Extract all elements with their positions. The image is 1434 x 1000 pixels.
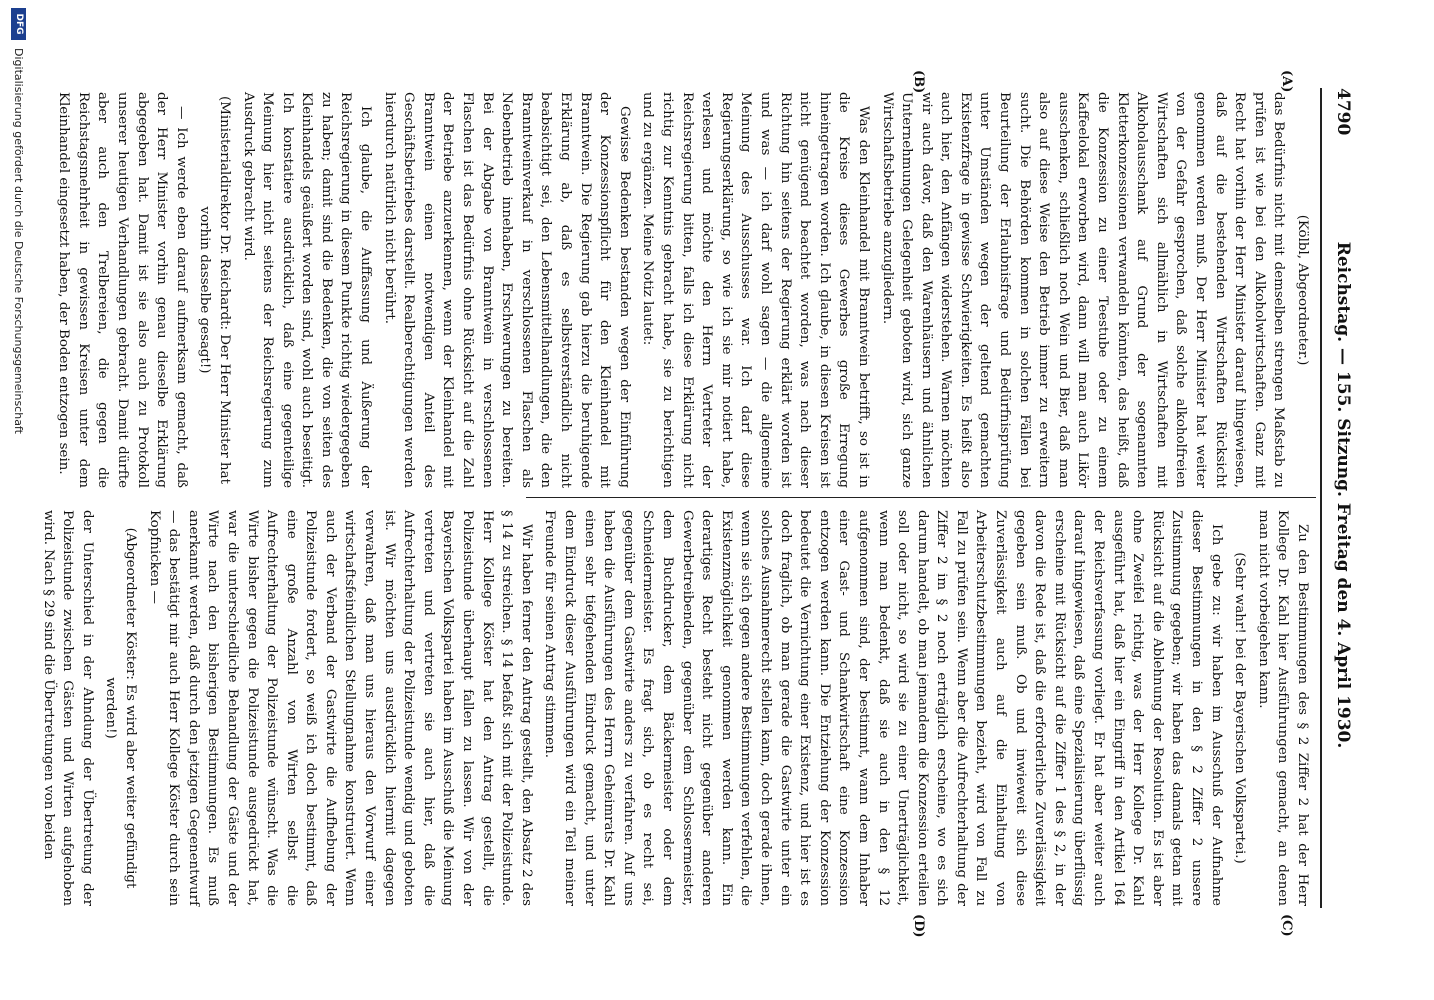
page-header bbox=[1328, 80, 1356, 910]
interjection: (Abgeordneter Köster: Es wird aber weiter gefündigt werden!) bbox=[103, 527, 138, 889]
margin-mark-a: (A) bbox=[1279, 70, 1294, 93]
paragraph: Was den Kleinhandel mit Branntwein betrifft, so ist in die Kreise dieses Gewerbes große Erregung hineingetragen worden. Ich glaube, in diesen Kreisen ist nicht genügend beachtet worden, was nach dieser Richtung hin seitens der Regierung erklärt worden ist und was — ich darf wohl sagen — die allgemeine Meinung des Ausschusses war. Ich darf diese Regierungserklärung, so wie ich sie mir notiert habe, verlesen und möchte den Herrn Vertreter der Reichsregierung bitten, falls ich diese Erklärung nicht richtig zur Kenntnis gebracht habe, sie zu berichtigen und zu ergänzen. Meine Notiz lautet: bbox=[640, 92, 871, 488]
paragraph: Wir haben ferner den Antrag gestellt, den Absatz 2 des § 14 zu streichen. § 14 befaßt sich mit der Polizeistunde. Herr Kollege Köster hat den Antrag gestellt, die Polizeistunde überhaupt fallen zu lassen. Wir von der Bayerischen Volkspartei haben im Ausschuß die Meinung vertreten und vertreten sie auch hier, daß die Aufrechterhaltung der Polizeistunde wendig und geboten ist. Wir möchten uns ausdrücklich hiermit dagegen verwahren, daß man uns hieraus den Vorwurf einer wirtschaftsfeindlichen Stellungnahme konstruiert. Wenn auch der Verband der Gastwirte die Aufhebung der Polizeistunde fordert, so weiß ich doch bestimmt, daß eine große Anzahl von Wirten selbst die Aufrechterhaltung der Polizeistunde wünscht. Was die Wirte bisher gegen die Polizeistunde ausgedrückt hat, war die unterschiedliche Behandlung der Gäste und der Wirte nach den bisherigen Bestimmungen. Es muß anerkannt werden, daß durch den jetzigen Gegenentwurf — das bestätigt mir auch Herr Kollege Köster durch sein Kopfnicken — bbox=[146, 510, 534, 906]
footer-credit: Digitalisierung gefördert durch die Deutsche Forschungsgemeinschaft bbox=[12, 48, 25, 434]
paragraph: Ich glaube, die Auffassung und Äußerung der Reichsregierung in diesem Punkte richtig wiedergegeben zu haben; damit sind die Bedenken, die von seiten des Kleinhandels geäußert worden sind, wohl auch beseitigt. Ich konstatiere ausdrücklich, daß eine gegenteilige Meinung hier nicht seitens der Reichsregierung zum Ausdruck gebracht wird. bbox=[240, 92, 374, 488]
header-rule bbox=[1320, 88, 1322, 908]
digitization-footer bbox=[6, 8, 28, 993]
margin-mark-b: (B) bbox=[911, 70, 926, 94]
page-number: 4790 bbox=[1333, 88, 1353, 136]
paragraph: der Unterschied in der Ahndung der Übertretung der Polizeistunde zwischen Gästen und Wirten aufgehoben wird. Nach § 29 sind die Übertretungen von beiden bbox=[40, 510, 95, 906]
page-title: Reichstag. — 155. Sitzung. Freitag den 4. April 1930. bbox=[1333, 241, 1353, 749]
interjection: (Sehr wahr! bei der Bayerischen Volkspartei.) bbox=[1232, 552, 1248, 864]
right-text-column bbox=[34, 510, 1312, 906]
paragraph: das Bedürfnis nicht mit demselben strengen Maßstab zu prüfen ist wie bei den Alkoholwirtschaften. Ganz mit Recht hat vorhin der Herr Minister darauf hingewiesen, daß auf die bestehenden Wirtschaften Rücksicht genommen werden muß. Der Herr Minister hat weiter von der Gefahr gesprochen, daß solche alkoholfreien Wirtschaften sich allmählich in Wirtschaften mit Alkoholausschank auf Grund der sogenannten Kletterkonzessionen verwandeln könnten, das heißt, daß die Konzession zu einer Teestube oder zu einem Kaffeelokal erworben wird, dann will man auch Likör ausschenken, schließlich noch Wein und Bier, daß man also auf diese Weise den Betrieb immer zu erweitern sucht. Die Behörden kommen in solchen Fällen bei Beurteilung der Erlaubnisfrage und Bedürfnisprüfung unter Umständen wegen der geltend gemachten Existenzfrage in gewisse Schwierigkeiten. Es heißt also auch hier, den Anfängen widerstehen. Warnen möchten wir auch davor, daß den Warenhäusern und ähnlichen Unternehmungen Gelegenheit geboten wird, sich ganze Wirtschaftsbetriebe anzugliedern. bbox=[879, 92, 1287, 488]
margin-mark-c: (C) bbox=[1279, 914, 1294, 937]
paragraph: Zu den Bestimmungen des § 2 Ziffer 2 hat der Herr Kollege Dr. Kahl hier Ausführungen gemacht, an denen man nicht vorbeigehen kann. bbox=[1255, 510, 1310, 906]
margin-mark-d: (D) bbox=[911, 914, 926, 938]
left-text-column bbox=[50, 92, 1312, 488]
interjection: (Ministerialdirektor Dr. Reichardt: Der Herr Minister hat vorhin dasselbe gesagt!) bbox=[197, 95, 232, 485]
paragraph: — Ich werde eben darauf aufmerksam gemacht, daß der Herr Minister vorhin genau dieselbe Erklärung abgegeben hat. Damit ist sie also auch zu Protokoll unserer heutigen Verhandlungen gebracht. Damit dürfte aber auch den Trelbereien, die gegen die Reichstagsmehrheit in gewissen Kreisen unter dem Kleinhandel eingesetzt haben, der Boden entzogen sein. bbox=[56, 92, 189, 488]
dfg-logo: DFG bbox=[11, 8, 26, 40]
speaker-line: (Kölbl, Abgeordneter.) bbox=[1295, 214, 1310, 366]
quoted-paragraph: Gewisse Bedenken bestanden wegen der Einführung der Konzessionspflicht für den Kleinhandel mit Branntwein. Die Regierung gab hierzu die beruhigende Erklärung ab, daß es selbstverständlich nicht beabsichtigt sei, den Lebensmittelhandlungen, die den Branntweinverkauf in verschlossenen Flaschen als Nebenbetrieb innehaben, Erschwerungen zu bereiten. Bei der Abgabe von Branntwein in verschlossenen Flaschen ist das Bedürfnis ohne Rücksicht auf die Zahl der Betriebe anzuerkennen, wenn der Kleinhandel mit Branntwein einen notwendigen Anteil des Geschäftsbetriebes darstellt. Realberechtigungen werden hierdurch natürlich nicht berührt. bbox=[381, 92, 632, 488]
paragraph: Ich gebe zu: wir haben im Ausschuß der Aufnahme dieser Bestimmungen in den § 2 Ziffer 2 unsere Zustimmung gegeben; wir haben das damals getan mit Rücksicht auf die Ablehnung der Resolution. Es ist aber ohne Zweifel richtig, was der Herr Kollege Dr. Kahl ausgeführt hat, daß hier ein Eingriff in den Artikel 164 der Reichsverfassung vorliegt. Er hat aber weiter auch darauf hingewiesen, daß eine Spezialisierung überflüssig erscheine mit Rücksicht auf die Ziffer 1 des § 2, in der davon die Rede ist, daß die erforderliche Zuverlässigkeit gegeben sein muß. Ob und inwieweit sich diese Zuverlässigkeit auch auf die Einhaltung von Arbeiterschutzbestimmungen bezieht, wird von Fall zu Fall zu prüfen sein. Wenn aber die Aufrechterhaltung der Ziffer 2 im § 2 noch erträglich erscheine, wo es sich darum handelt, ob man jemandem die Konzession erteilen soll oder nicht, so wird sie zu einer Unerträglichkeit, wenn man bedenkt, daß sie auch in den § 12 aufgenommen sind, der bestimmt, wann dem Inhaber einer Gast- und Schankwirtschaft eine Konzession entzogen werden kann. Die Entziehung der Konzession bedeutet die Vernichtung einer Existenz, und hier ist es doch fraglich, ob man gerade die Gastwirte unter ein solches Ausnahmerecht stellen kann, doch gerade ihnen, wenn sie sich gegen andere Bestimmungen verfehlen, die Existenzmöglichkeit genommen werden kann. Ein derartiges Recht besteht nicht gegenüber anderen Gewerbetreibenden, gegenüber dem Schlossermeister, dem Buchdrucker, dem Bäckermeister oder dem Schneidermeister. Es fragt sich, ob es recht sei, gegenüber dem Gastwirte anders zu verfahren. Auf uns haben die Ausführungen des Herrn Geheimrats Dr. Kahl einen sehr tiefgehenden Eindruck gemacht, und unter dem Eindruck dieser Ausführungen wird ein Teil meiner Freunde für seinen Antrag stimmen. bbox=[542, 510, 1224, 906]
column-divider bbox=[526, 497, 1316, 498]
